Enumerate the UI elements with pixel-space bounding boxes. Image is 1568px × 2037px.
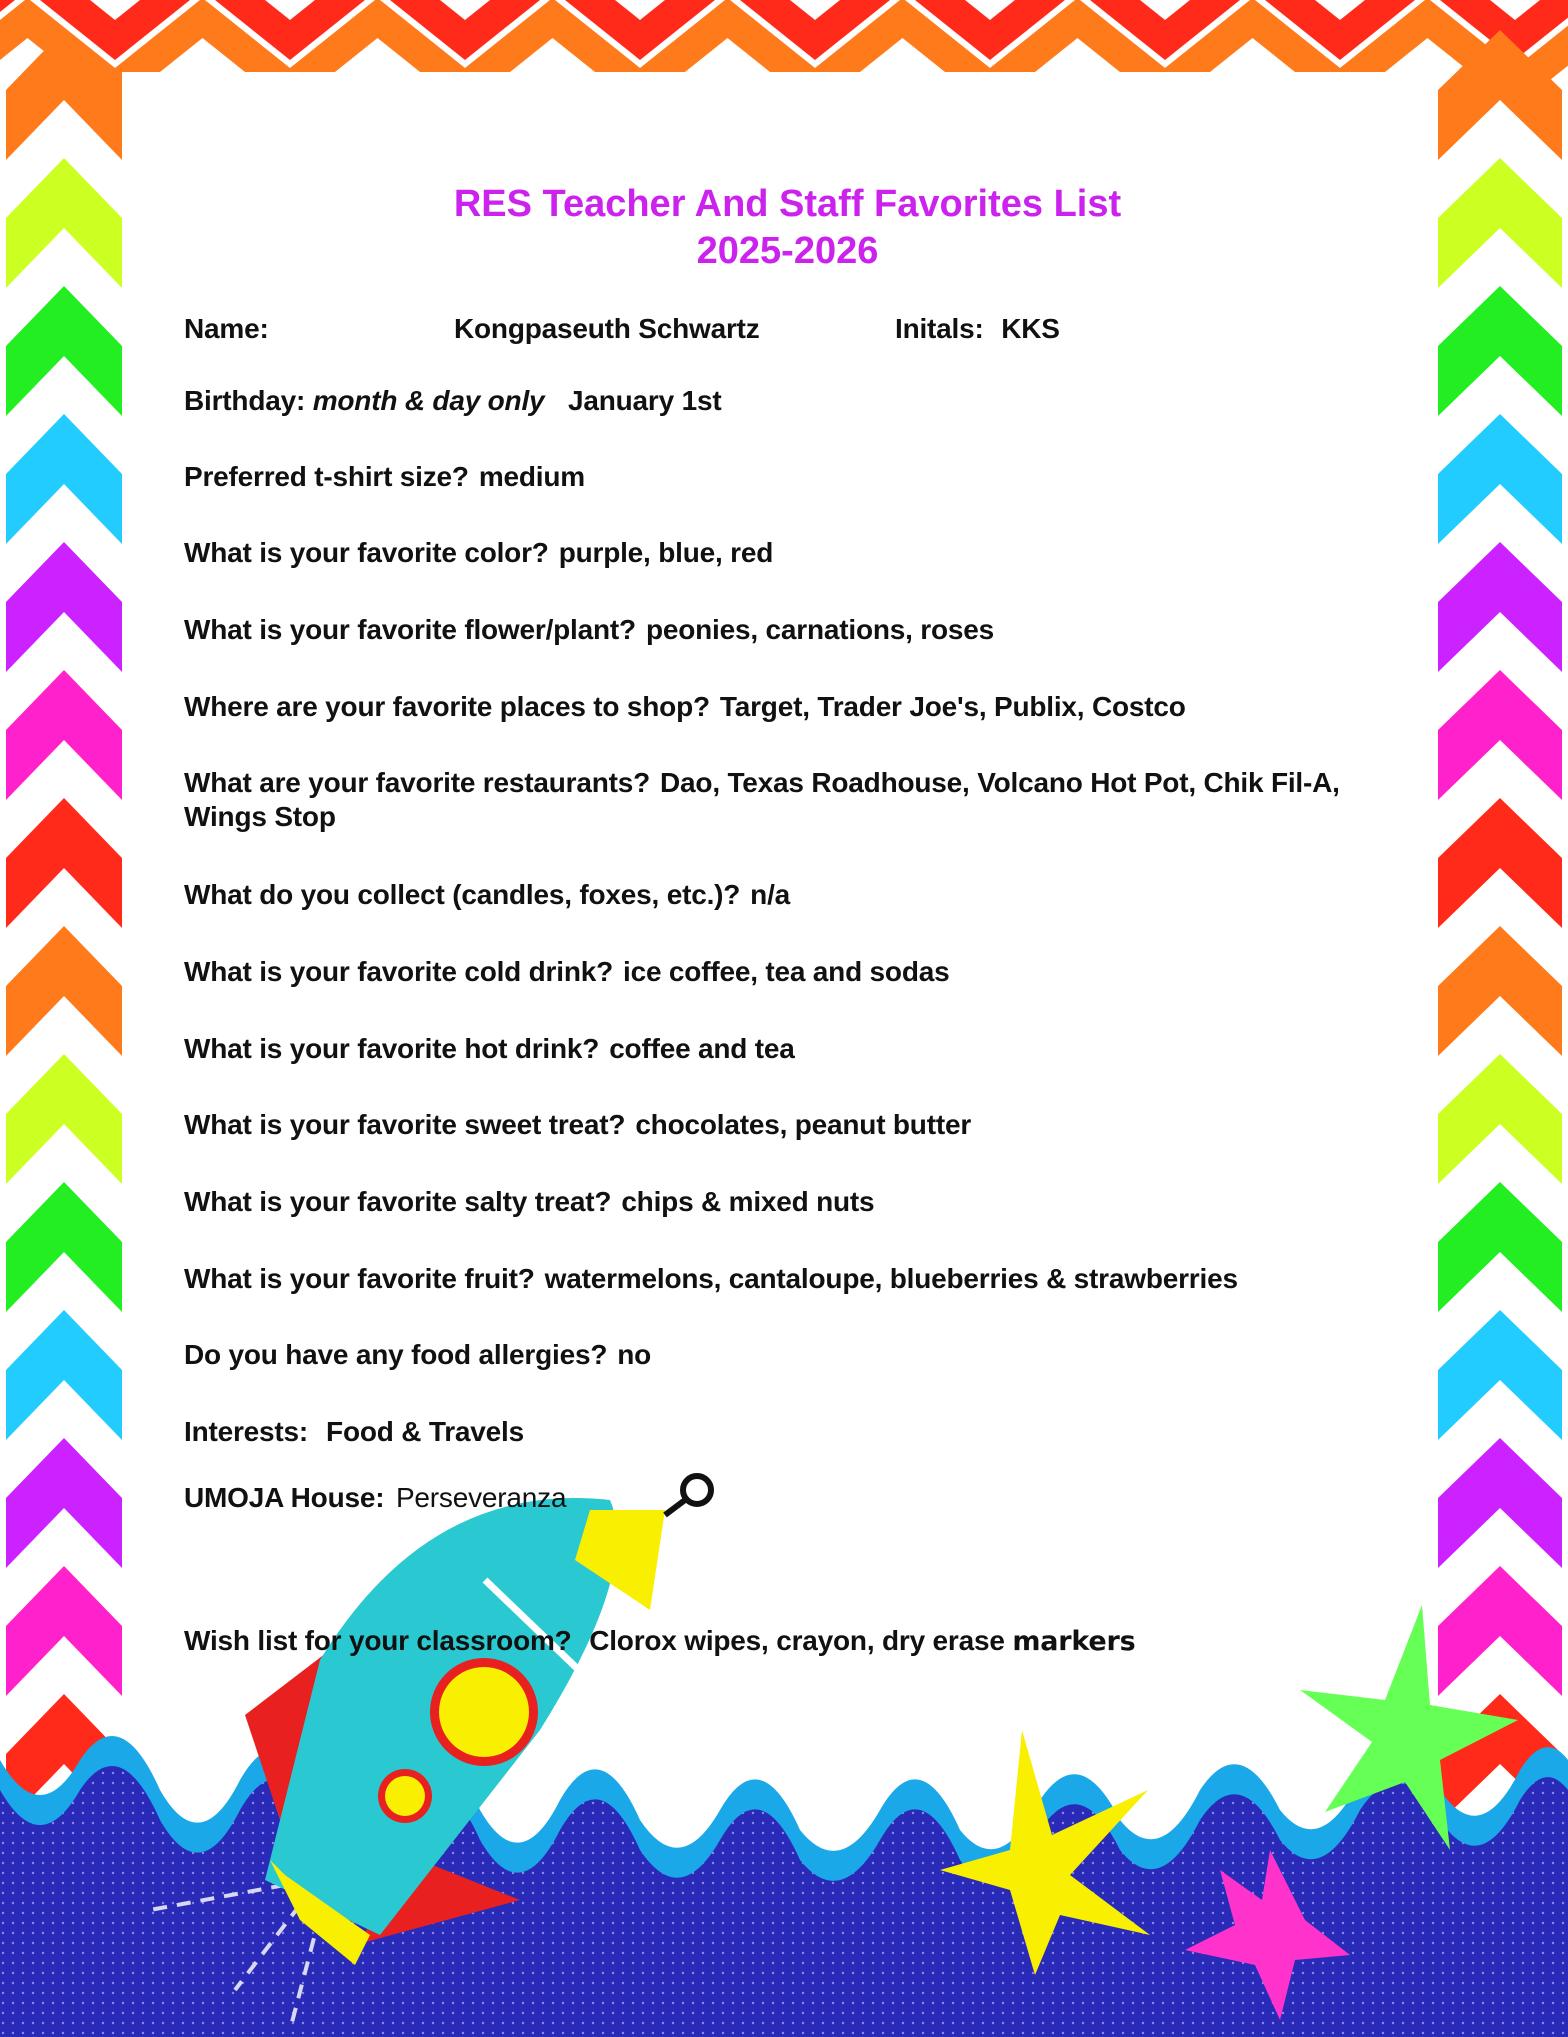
name-value: Kongpaseuth Schwartz xyxy=(454,313,760,344)
chevron-stripe xyxy=(1438,798,1562,928)
list-item xyxy=(184,956,949,988)
list-item xyxy=(184,1339,651,1371)
chevron-stripe xyxy=(6,1310,122,1440)
form-title: RES Teacher And Staff Favorites List xyxy=(453,183,1122,225)
chevron-stripe xyxy=(1438,286,1562,416)
list-item xyxy=(184,691,1186,723)
question: Where are your favorite places to shop? xyxy=(184,691,710,722)
chevron-stripe xyxy=(6,1054,122,1184)
chevron-stripe xyxy=(6,1566,122,1696)
question: What is your favorite salty treat? xyxy=(184,1186,612,1217)
answer: chips & mixed nuts xyxy=(621,1186,875,1217)
birthday-value: January 1st xyxy=(568,385,722,416)
chevron-stripe xyxy=(1438,158,1562,288)
answer: ice coffee, tea and sodas xyxy=(623,956,950,987)
question: What do you collect (candles, foxes, etc.)? xyxy=(184,879,741,910)
list-item xyxy=(184,614,994,646)
chevron-stripe xyxy=(6,798,122,928)
birthday-row xyxy=(184,385,721,417)
question: Preferred t-shirt size? xyxy=(184,461,469,492)
initials-row xyxy=(895,313,1060,345)
answer: Food & Travels xyxy=(326,1416,524,1447)
list-item xyxy=(184,766,1364,834)
wishlist-row xyxy=(184,1625,1136,1657)
chevron-stripe xyxy=(6,414,122,544)
wishlist-label: Wish list for your classroom? xyxy=(184,1625,572,1656)
name-row xyxy=(184,313,269,345)
chevron-stripe xyxy=(1438,1566,1562,1696)
list-item xyxy=(184,537,773,569)
birthday-label: Birthday: xyxy=(184,385,306,416)
list-item xyxy=(184,1109,971,1141)
chevron-stripe xyxy=(6,542,122,672)
chevron-stripe xyxy=(1438,1310,1562,1440)
answer: Target, Trader Joe's, Publix, Costco xyxy=(719,691,1186,722)
chevron-stripe xyxy=(1438,1054,1562,1184)
form-year: 2025-2026 xyxy=(696,230,879,272)
name-label: Name: xyxy=(184,313,269,344)
answer: no xyxy=(617,1339,652,1370)
question: What is your favorite fruit? xyxy=(184,1263,535,1294)
question: What is your favorite sweet treat? xyxy=(184,1109,626,1140)
favorites-form xyxy=(184,0,1364,1720)
answer: chocolates, peanut butter xyxy=(635,1109,972,1140)
list-item xyxy=(184,461,585,493)
initials-label: Initals: xyxy=(895,313,984,344)
answer: purple, blue, red xyxy=(558,537,774,568)
chevron-stripe xyxy=(6,286,122,416)
list-item xyxy=(184,1033,795,1065)
umoja-label: UMOJA House: xyxy=(184,1482,385,1513)
chevron-stripe xyxy=(1438,1438,1562,1568)
list-item xyxy=(184,879,790,911)
answer: coffee and tea xyxy=(609,1033,795,1064)
list-item xyxy=(184,1186,874,1218)
list-item xyxy=(184,1263,1238,1295)
question: What is your favorite color? xyxy=(184,537,549,568)
answer: medium xyxy=(478,461,585,492)
umoja-value: Perseveranza xyxy=(395,1482,567,1513)
question: What are your favorite restaurants? xyxy=(184,767,651,798)
question: Do you have any food allergies? xyxy=(184,1339,608,1370)
chevron-stripe xyxy=(6,1182,122,1312)
wishlist-value: Clorox wipes, crayon, dry erase xyxy=(589,1625,1005,1656)
question: Interests: xyxy=(184,1416,309,1447)
list-item xyxy=(184,1416,524,1448)
answer: n/a xyxy=(750,879,791,910)
chevron-stripe xyxy=(6,158,122,288)
chevron-stripe xyxy=(6,670,122,800)
chevron-stripe xyxy=(1438,670,1562,800)
birthday-hint: month & day only xyxy=(312,385,545,416)
answer: peonies, carnations, roses xyxy=(645,614,994,645)
wishlist-value-end: markers xyxy=(1012,1626,1136,1657)
chevron-stripe xyxy=(6,1438,122,1568)
question: What is your favorite cold drink? xyxy=(184,956,614,987)
chevron-stripe xyxy=(1438,926,1562,1056)
answer: watermelons, cantaloupe, blueberries & strawberries xyxy=(544,1263,1238,1294)
initials-value: KKS xyxy=(1001,313,1060,344)
chevron-stripe xyxy=(1438,414,1562,544)
chevron-stripe xyxy=(6,926,122,1056)
umoja-row xyxy=(184,1482,566,1514)
question: What is your favorite flower/plant? xyxy=(184,614,636,645)
question: What is your favorite hot drink? xyxy=(184,1033,600,1064)
chevron-stripe xyxy=(1438,542,1562,672)
chevron-stripe xyxy=(1438,1182,1562,1312)
answer: Dao, Texas Roadhouse, Volcano Hot Pot, Chik Fil-A, Wings Stop xyxy=(184,767,1340,832)
